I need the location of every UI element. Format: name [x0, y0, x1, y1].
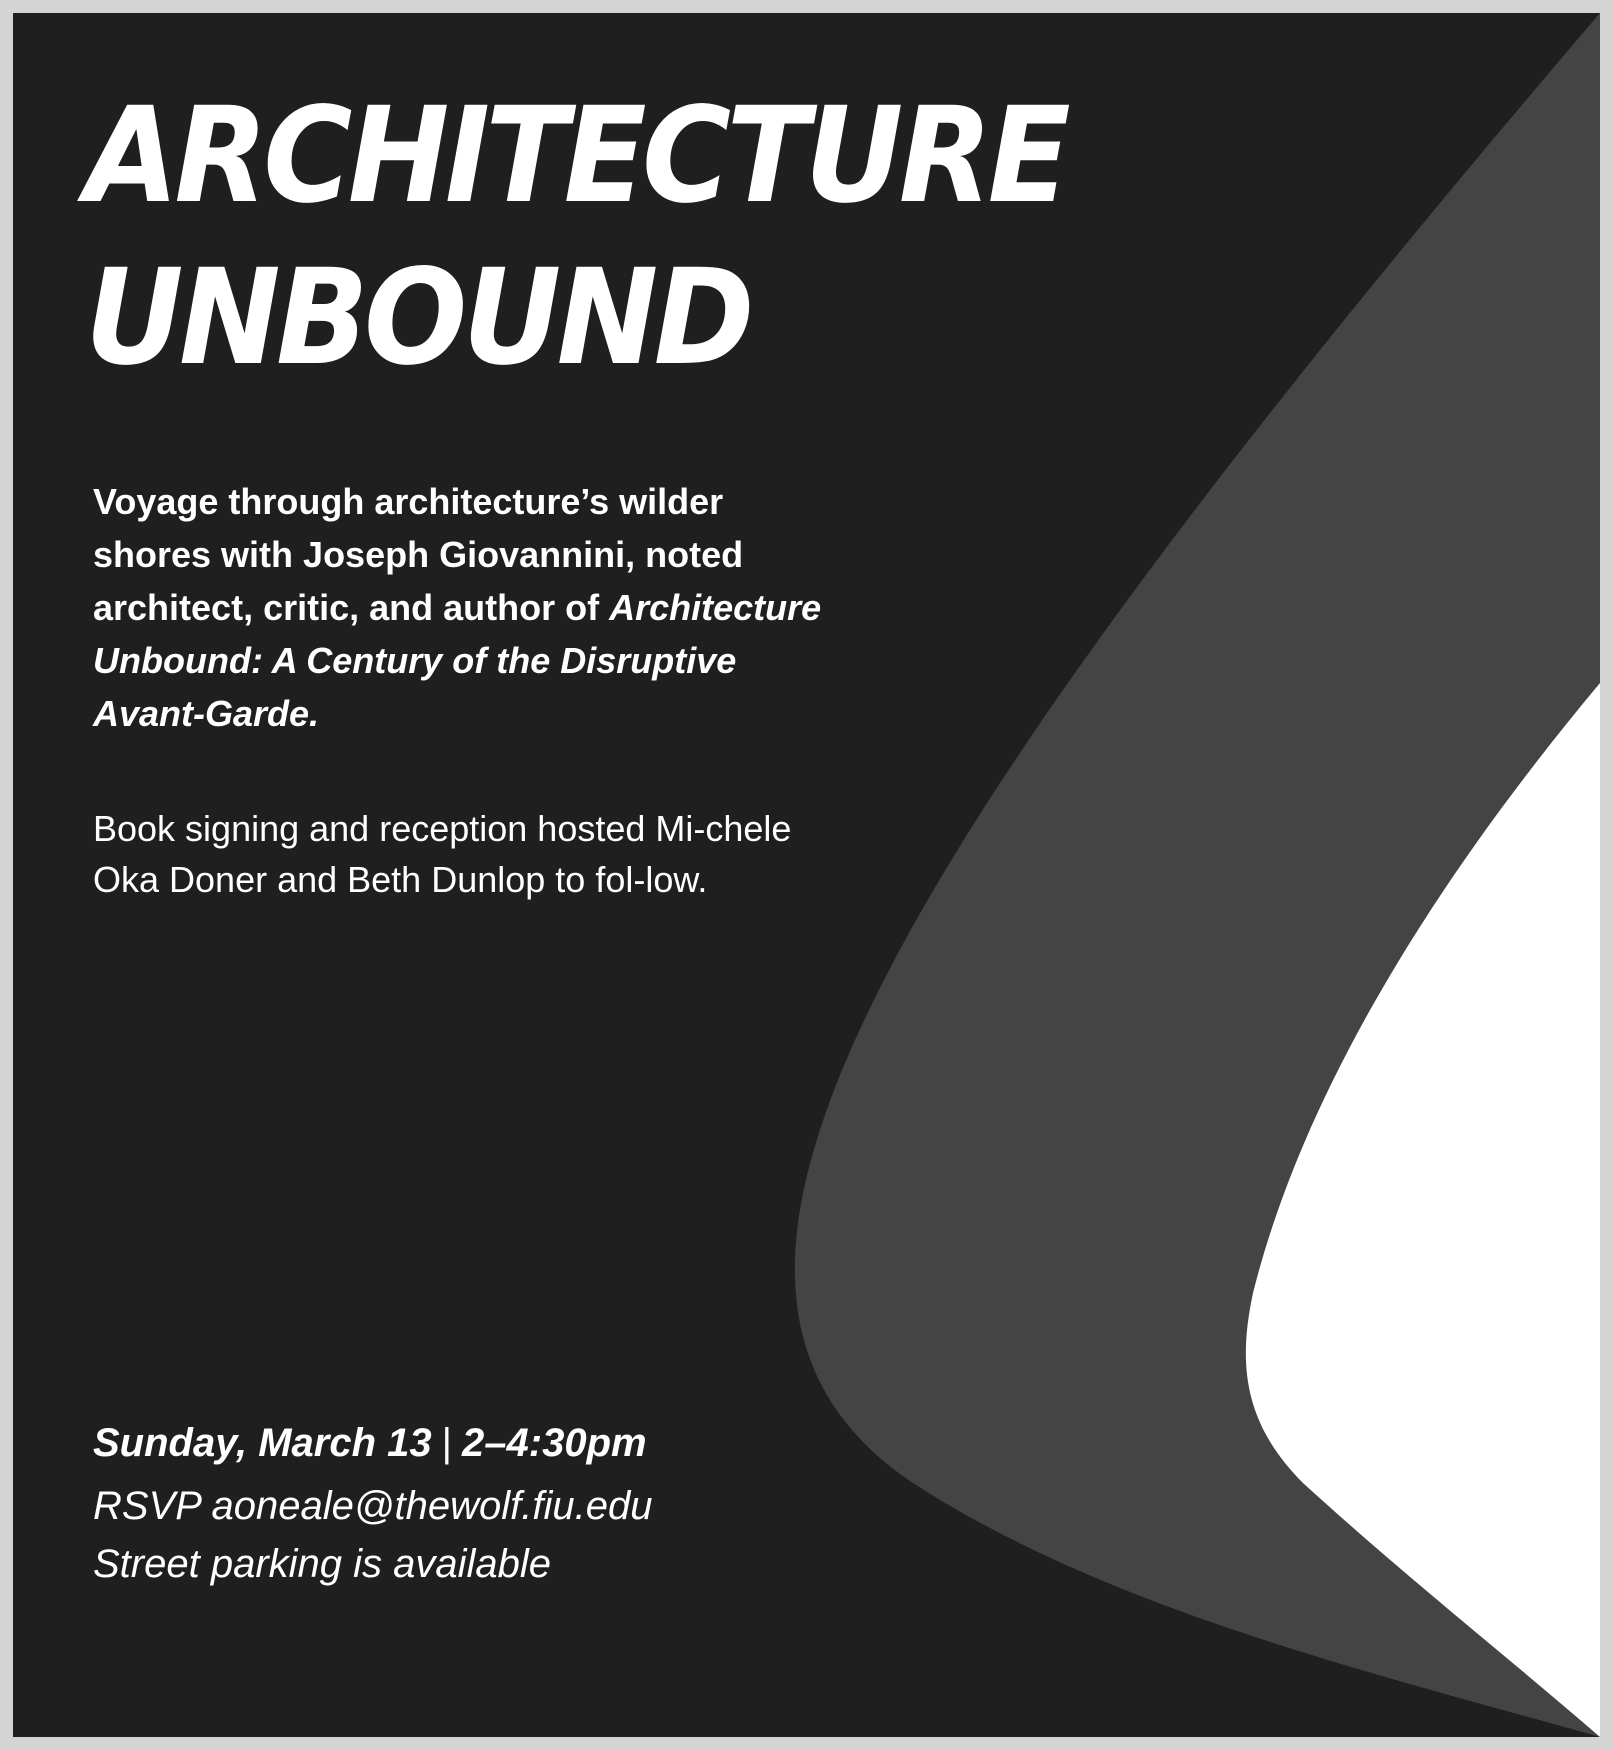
- event-date-time: [93, 1415, 647, 1471]
- event-time: 2–4:30pm: [462, 1421, 647, 1465]
- intro-text: Voyage through architecture’s wilder shores with Joseph Giovannini, noted architect, critic, and author of: [93, 481, 744, 628]
- poster-title: [85, 75, 1066, 399]
- title-line-1: ARCHITECTURE: [85, 79, 1067, 233]
- event-date: Sunday, March 13: [93, 1421, 432, 1465]
- rsvp-line: RSVP aoneale@thewolf.fiu.edu: [93, 1484, 653, 1528]
- date-time-separator: |: [441, 1421, 453, 1465]
- parking-note: Street parking is available: [93, 1542, 552, 1586]
- book-title: Architecture Unbound: A Century of the Disruptive Avant-Garde.: [93, 587, 822, 734]
- event-poster: [13, 13, 1600, 1737]
- signing-paragraph: Book signing and reception hosted Mi-chele Oka Doner and Beth Dunlop to fol-low.: [93, 808, 792, 900]
- title-line-2: UNBOUND: [85, 241, 750, 395]
- intro-paragraph: [93, 475, 833, 740]
